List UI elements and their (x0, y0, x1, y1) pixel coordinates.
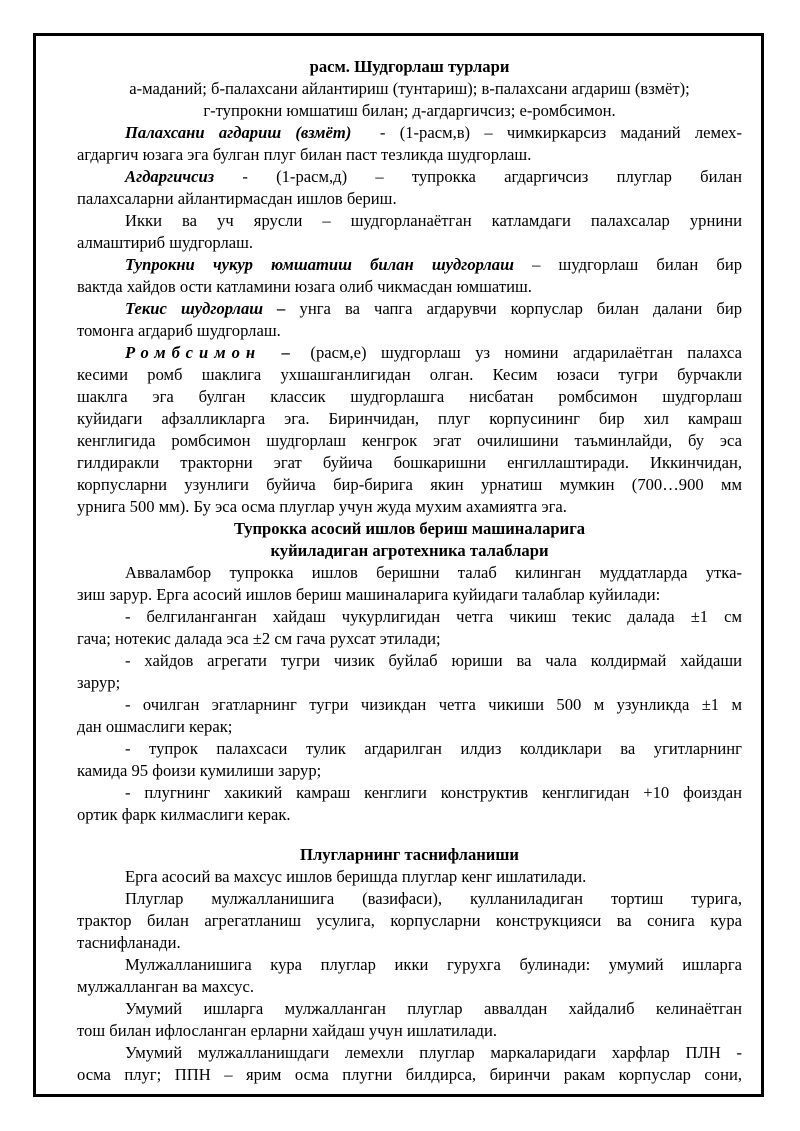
section-heading-requirements-1: Тупрокка асосий ишлов бериш машиналарига (233, 519, 586, 538)
figure-caption: расм. Шудгорлаш турлари (309, 57, 510, 76)
section-heading-classification: Плугларнинг таснифланиши (300, 845, 519, 864)
definition-two-three-tier: Икки ва уч ярусли – шудгорланаётган катламдаги палахсалар урнини алмаштириб шудгорлаш. (77, 211, 742, 252)
classification-paragraph: Мулжалланишига кура плуглар икки гурухга булинади: умумий ишларга мулжалланган ва махсус. (77, 955, 742, 996)
document-body (77, 56, 742, 1086)
section-heading-requirements-2: куйиладиган агротехника талаблари (270, 541, 549, 560)
classification-paragraph: Ерга асосий ва махсус ишлов беришда плуглар кенг ишлатилади. (125, 867, 587, 886)
definition-agdargichsiz: Агдаргичсиз - (1-расм,д) – тупрокка агдаргичсиз плуглар билан палахсаларни айлантирмасдан ишлов бериш. (77, 167, 742, 208)
requirement-item: - белгиланганган хайдаш чукурлигидан четга чикиш текис далада ±1 см гача; нотекис далада эса ±2 см гача рухсат этилади; (77, 607, 742, 648)
term-flat-plowing: Текис шудгорлаш – (125, 299, 286, 318)
definition-deep-loosening: Тупрокни чукур юмшатиш билан шудгорлаш – шудгорлаш билан бир вактда хайдов ости катламини юзага олиб чикмасдан юмшатиш. (77, 255, 743, 296)
requirement-item: - очилган эгатларнинг тугри чизикдан четга чикиши 500 м узунликда ±1 м дан ошмаслиги керак; (77, 695, 742, 736)
figure-legend-line2: г-тупрокни юмшатиш билан; д-агдаргичсиз; е-ромбсимон. (203, 101, 616, 120)
requirement-item: - тупрок палахсаси тулик агдарилган илдиз колдиклари ва угитларнинг камида 95 фоизи кумилиши зарур; (77, 739, 742, 780)
requirement-item: - хайдов агрегати тугри чизик буйлаб юриши ва чала колдирмай хайдаши зарур; (77, 651, 742, 692)
term-agdargichsiz: Агдаргичсиз (125, 167, 215, 186)
definition-vzmyot: Палахсани агдариш (взмёт) - (1-расм,в) – чимкиркарсиз маданий лемех- агдаргич юзага эга булган плуг билан паст тезликда шудгорлаш. (77, 123, 743, 164)
term-deep-loosening: Тупрокни чукур юмшатиш билан шудгорлаш (125, 255, 514, 274)
figure-legend-line1: а-маданий; б-палахсани айлантириш (тунтариш); в-палахсани агдариш (взмёт); (129, 79, 690, 98)
definition-rhomboid: Ромбсимон – (расм,е) шудгорлаш уз номини агдарилаётган палахса кесими ромб шаклига ухшашганлигидан олган. Кесим юзаси тугри бурчакли шаклга эга булган классик шудгорлашга нисбатан ромбсимон шудгорлаш куйидаги афзалликларга эга. Биринчидан, плуг корпусининг бир хил камраш кенглигида ромбсимон шудгорлаш кенгрок эгат очилишини таъминлайди, бу эса гилдиракли тракторни эгат буйича бошкаришни енгиллаштиради. Иккинчидан, корпусларни узунлиги буйича бир-бирига якин урнатиш мумкин (700…900 мм урнига 500 мм). Бу эса осма плуглар учун жуда мухим ахамиятга эга. (77, 343, 742, 516)
term-rhomboid: Ромбсимон – (125, 343, 296, 362)
classification-paragraph: Плуглар мулжалланишига (вазифаси), кулланиладиган тортиш турига, трактор билан агрегатланиш усулига, корпусларни конструкцияси ва сонига кура таснифланади. (77, 889, 742, 952)
requirements-intro: Авваламбор тупрокка ишлов беришни талаб килинган муддатларда утка- зиш зарур. Ерга асосий ишлов бериш машиналарига куйидаги талаблар куйилади: (77, 563, 742, 604)
term-vzmyot: Палахсани агдариш (взмёт) (125, 123, 352, 142)
definition-flat-plowing: Текис шудгорлаш – унга ва чапга агдарувчи корпуслар билан далани бир томонга агдариб шудгорлаш. (77, 299, 742, 340)
classification-paragraph: Умумий ишларга мулжалланган плуглар аввалдан хайдалиб келинаётган тош билан ифлосланган ерларни хайдаш учун ишлатилади. (77, 999, 742, 1040)
requirement-item: - плугнинг хакикий камраш кенглиги конструктив кенглигидан +10 фоиздан ортик фарк килмаслиги керак. (77, 783, 742, 824)
classification-paragraph: Умумий мулжалланишдаги лемехли плуглар маркаларидаги харфлар ПЛН - осма плуг; ППН – ярим осма плугни билдирса, биринчи ракам корпуслар сони, (77, 1043, 742, 1084)
